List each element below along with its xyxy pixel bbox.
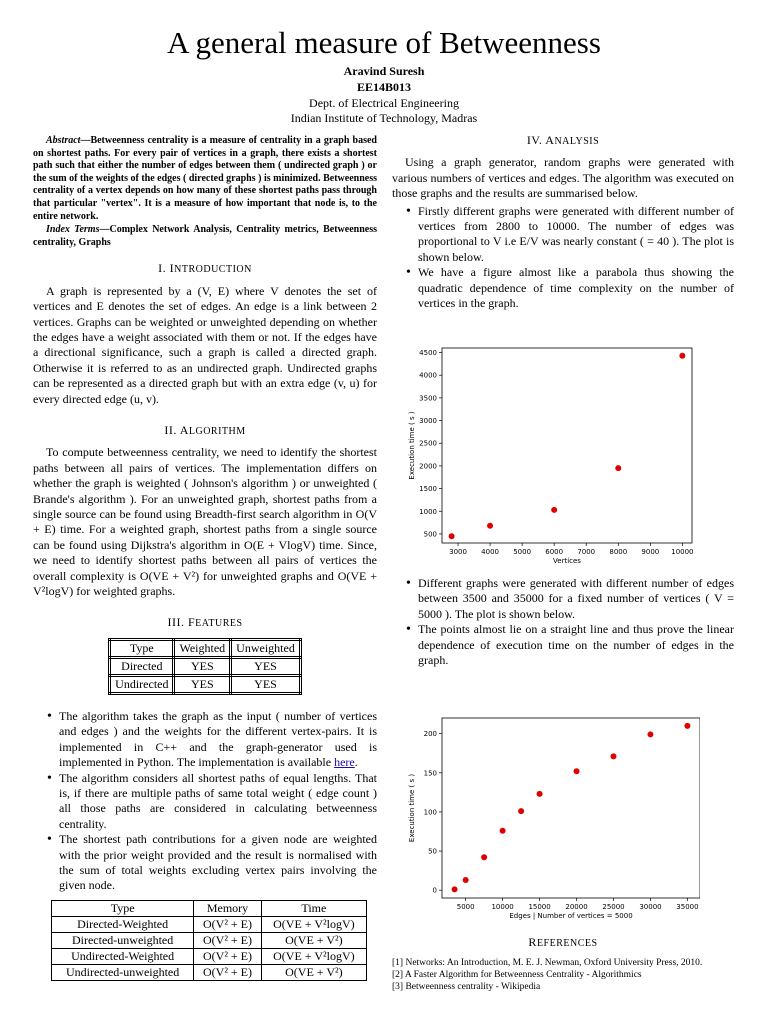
list-item: • The shortest path contributions for a given node are weighted with the prior weight provided and the result is normalised with the sum of total weights excluding vertex pairs involving the given node.	[33, 832, 377, 894]
table-cell: O(V² + E)	[194, 932, 262, 948]
x-tick-label: 5000	[456, 903, 475, 911]
table-row	[52, 916, 367, 932]
references-list	[392, 957, 734, 993]
x-tick-label: 5000	[513, 548, 532, 556]
index-terms	[33, 224, 377, 249]
table-cell: Undirected-Weighted	[52, 948, 194, 964]
x-axis-label: Vertices	[553, 557, 581, 565]
right-column-top	[392, 133, 734, 311]
table-header-cell: Type	[110, 639, 174, 657]
abstract-label: Abstract	[46, 135, 81, 146]
index-terms-text: —Complex Network Analysis, Centrality metrics, Betweenness centrality, Graphs	[33, 224, 377, 248]
section-heading-analysis: IV. ANALYSIS	[526, 133, 600, 147]
section-heading-algorithm: II. ALGORITHM	[164, 423, 246, 437]
table-cell: YES	[174, 657, 231, 675]
algorithm-paragraph: To compute betweenness centrality, we need to identify the shortest paths between all pairs of vertices. The implementation differs on whether the graph is weighted ( Johnson's algorithm ) or unweighted ( Brande's algorithm ). For an unweighted graph, shortest paths from a single source can be found using Breadth-first search algorithm in O(V + E) time. For a weighted graph, shortest paths from a single source can be found using Dijkstra's algorithm in O(E + VlogV) time. Since, we need to identify shortest paths between all pairs of vertices the overall complexity is O(VE + V²) for unweighted graphs and O(VE + V²logV) for weighted graphs.	[33, 445, 377, 599]
intro-paragraph: A graph is represented by a (V, E) where V denotes the set of vertices and E denotes the set of edges. An edge is a link between 2 vertices. Graphs can be weighted or unweighted depending on whether the edges have a weight associated with them or not. If the edges have a directional significance, such a graph is called a directed graph. Otherwise it is referred to as an undirected graph. Undirected graphs can be represented as a directed graph but with an extra edge (v, u) for every directed edge (u, v).	[33, 283, 377, 406]
y-tick-label: 4000	[419, 371, 437, 380]
x-tick-label: 30000	[639, 903, 662, 911]
list-item: • Different graphs were generated with different number of edges between 3500 and 35000 for a fixed number of vertices ( V = 5000 ). The plot is shown below.	[392, 576, 734, 622]
data-point	[611, 753, 617, 759]
y-tick-label: 1500	[419, 485, 437, 494]
plot-frame	[442, 718, 700, 898]
table-cell: O(V² + E)	[194, 964, 262, 980]
analysis-paragraph: Using a graph generator, random graphs were generated with various numbers of vertices and edges. The algorithm was executed on those graphs and the results are summarised below.	[392, 155, 734, 201]
list-item: • We have a figure almost like a parabola thus showing the quadratic dependence of time complexity on the number of vertices in the graph.	[392, 265, 734, 311]
x-tick-label: 6000	[545, 548, 564, 556]
author-id: EE14B013	[356, 80, 411, 94]
data-point	[679, 353, 685, 359]
table-header-cell: Type	[52, 900, 194, 916]
list-item: • The algorithm considers all shortest paths of equal lengths. That is, if there are multiple paths of same total weight ( edge count ) all those paths are considered in calculating betweenness centrality.	[33, 771, 377, 833]
reference-item: [3] Betweenness centrality - Wikipedia	[392, 982, 541, 993]
x-tick-label: 10000	[491, 903, 514, 911]
y-tick-label: 100	[423, 808, 437, 817]
x-tick-label: 15000	[528, 903, 551, 911]
x-tick-label: 7000	[577, 548, 596, 556]
y-tick-label: 50	[428, 847, 437, 856]
y-tick-label: 150	[423, 769, 437, 778]
x-tick-label: 25000	[602, 903, 625, 911]
x-tick-label: 4000	[481, 548, 499, 556]
table-cell: YES	[174, 675, 231, 693]
table-row	[52, 932, 367, 948]
complexity-table	[51, 900, 367, 981]
section-heading-references: REFERENCES	[528, 935, 598, 949]
data-point	[481, 854, 487, 860]
table-cell: O(V² + E)	[194, 916, 262, 932]
y-tick-label: 3500	[419, 394, 437, 403]
y-tick-label: 500	[423, 530, 437, 539]
table-header-cell: Time	[261, 900, 366, 916]
left-column	[33, 135, 377, 981]
table-row	[52, 964, 367, 980]
y-tick-label: 3000	[419, 417, 437, 426]
table-row	[52, 900, 367, 916]
y-tick-label: 4500	[419, 349, 437, 358]
data-point	[574, 768, 580, 774]
y-tick-label: 2000	[419, 462, 437, 471]
table-cell: O(VE + V²)	[261, 964, 366, 980]
table-header-cell: Weighted	[174, 639, 231, 657]
y-tick-label: 200	[423, 730, 437, 739]
y-axis-label: Execution time ( s )	[408, 773, 416, 843]
section-heading-introduction: I. INTRODUCTION	[158, 261, 252, 276]
data-point	[452, 886, 458, 892]
list-item: • The points almost lie on a straight line and thus prove the linear dependence of execution time on the number of edges in the graph.	[392, 622, 734, 668]
y-tick-label: 1000	[419, 507, 437, 516]
abstract	[33, 135, 377, 223]
y-tick-label: 2500	[419, 439, 437, 448]
reference-item: [1] Networks: An Introduction, M. E. J. Newman, Oxford University Press, 2010.	[392, 958, 703, 969]
table-cell: O(V² + E)	[194, 948, 262, 964]
author-institute: Indian Institute of Technology, Madras	[290, 111, 478, 125]
table-cell: Undirected	[110, 675, 174, 693]
list-item: • The algorithm takes the graph as the input ( number of vertices and edges ) and the weights for the different vertex-pairs. It is implemented in C++ and the graph-generator used is implemented in Python. The implementation is available here.	[33, 709, 377, 771]
data-point	[449, 533, 455, 539]
table-cell: Directed-unweighted	[52, 932, 194, 948]
data-point	[500, 828, 506, 834]
paper-title: A general measure of Betweenness	[167, 25, 601, 60]
x-tick-label: 9000	[641, 548, 660, 556]
x-tick-label: 10000	[671, 548, 694, 556]
table-header-cell: Unweighted	[231, 639, 301, 657]
data-point	[647, 731, 653, 737]
data-point	[518, 808, 524, 814]
features-table	[108, 638, 302, 695]
table-row	[52, 948, 367, 964]
table-cell: O(VE + V²logV)	[261, 948, 366, 964]
x-tick-label: 8000	[609, 548, 628, 556]
author-dept: Dept. of Electrical Engineering	[309, 96, 459, 110]
table-row	[110, 675, 301, 693]
table-header-cell: Memory	[194, 900, 262, 916]
right-column-middle	[392, 576, 734, 668]
table-row	[110, 657, 301, 675]
abstract-text: —Betweenness centrality is a measure of centrality in a graph based on shortest paths. For every pair of vertices in a graph, there exists a shortest path such that either the number of edges between them ( undirected graph ) or the sum of the weights of the edges ( directed graphs ) is minimized. Betweenness centrality of a vertex depends on how many of these shortest paths pass through that particular "vertex". It is a measure of how important that node is, to the entire network.	[33, 135, 377, 222]
data-point	[615, 465, 621, 471]
data-point	[551, 507, 557, 513]
author-name: Aravind Suresh	[343, 64, 425, 78]
table-row	[110, 639, 301, 657]
data-point	[537, 791, 543, 797]
table-cell: O(VE + V²logV)	[261, 916, 366, 932]
data-point	[487, 523, 493, 529]
right-column-bottom	[392, 935, 734, 993]
list-item: • Firstly different graphs were generated with different number of vertices from 2800 to 10000. The number of edges was proportional to V i.e E/V was nearly constant ( = 40 ). The plot is shown below.	[392, 204, 734, 266]
analysis-list-2	[392, 576, 734, 668]
x-tick-label: 3000	[449, 548, 467, 556]
plot-frame	[442, 348, 692, 543]
x-tick-label: 20000	[565, 903, 588, 911]
implementation-link[interactable]: here	[334, 755, 355, 770]
index-terms-label: Index Terms	[46, 224, 100, 236]
reference-item: [2] A Faster Algorithm for Betweenness Centrality - Algorithmics	[392, 970, 642, 981]
analysis-list-1	[392, 204, 734, 312]
section-heading-features: III. FEATURES	[167, 615, 243, 630]
data-point	[463, 877, 469, 883]
edges-chart	[400, 712, 700, 924]
y-axis-label: Execution time ( s )	[408, 411, 416, 480]
table-cell: Directed-Weighted	[52, 916, 194, 932]
table-cell: Undirected-unweighted	[52, 964, 194, 980]
table-cell: Directed	[110, 657, 174, 675]
table-cell: O(VE + V²)	[261, 932, 366, 948]
x-tick-label: 35000	[676, 903, 699, 911]
table-cell: YES	[231, 657, 301, 675]
x-axis-label: Edges | Number of vertices = 5000	[509, 912, 633, 920]
vertices-chart	[400, 340, 700, 568]
features-list	[33, 709, 377, 894]
data-point	[684, 723, 690, 729]
y-tick-label: 0	[432, 886, 437, 895]
table-cell: YES	[231, 675, 301, 693]
